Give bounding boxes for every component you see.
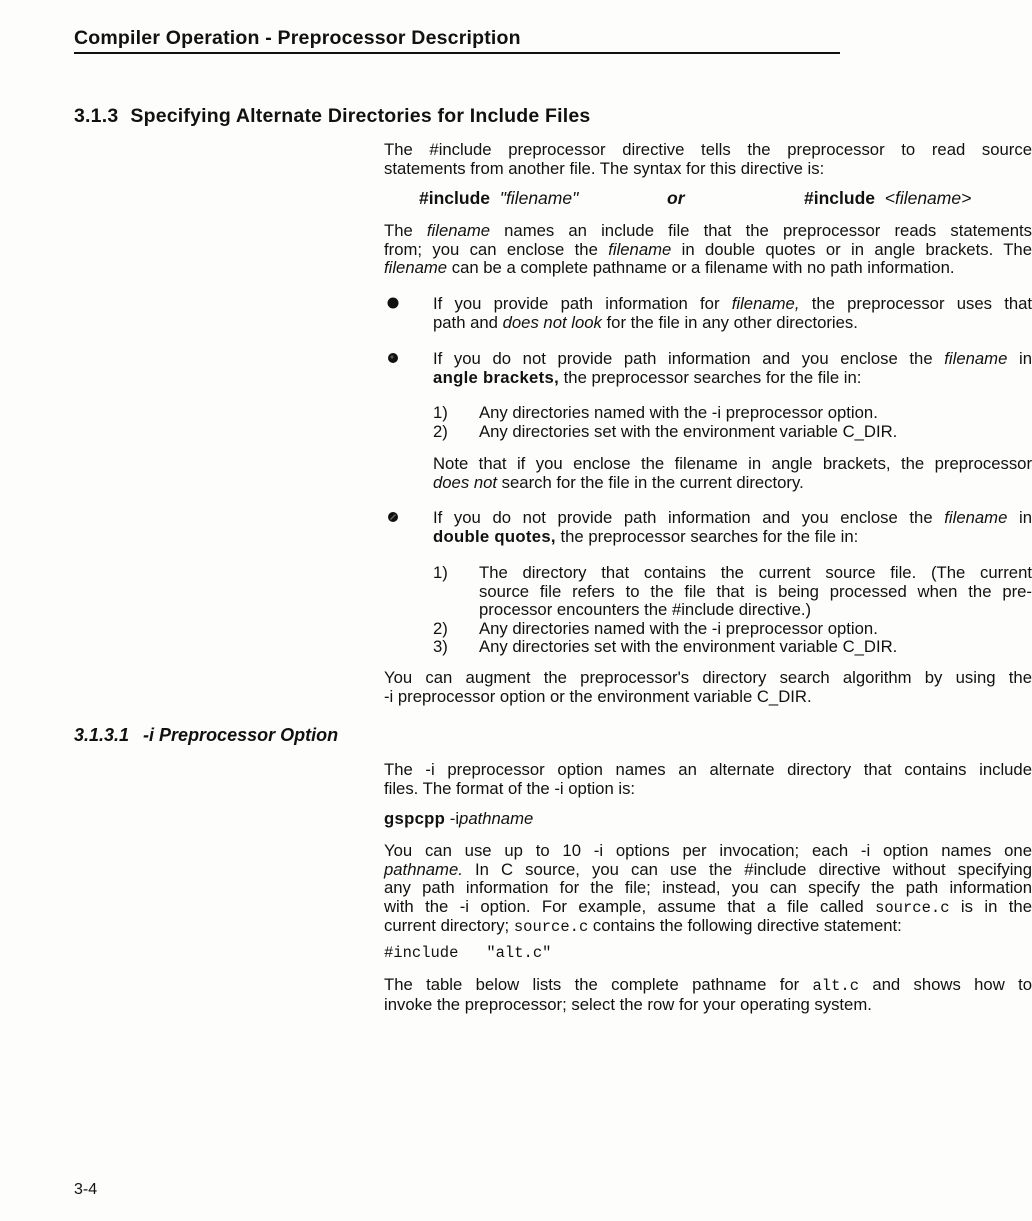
list-item: 2) Any directories set with the environment variable C_DIR. [433,421,898,441]
bullet-icon [387,511,399,523]
running-header: Compiler Operation - Preprocessor Description [74,27,840,54]
table-intro-paragraph: The table below lists the complete pathname for alt.c and shows how to invoke the preprocessor; select the row for your operating system. [384,975,1032,1014]
subsection-heading [74,725,338,746]
page-number: 3-4 [74,1181,98,1198]
subsection-number: 3.1.3.1 [74,725,130,745]
intro-paragraph: The #include preprocessor directive tells the preprocessor to read source statements from another file. The syntax for this directive is: [384,140,1032,178]
bullet-paragraph-double-quotes: If you do not provide path information and you enclose the filename in double quotes, the preprocessor searches for the file in: [433,508,1032,546]
bullet-icon [387,297,399,309]
list-item: 1) The directory that contains the current source file. (The current source file refers to the file that is being processed when the pre- processor encounters the #include directive.) [433,563,1032,619]
option-usage-paragraph: You can use up to 10 -i options per invocation; each -i option names one pathname. In C source, you can use the #include directive without specifying any path information for the file; instead, you can specify the path information with the -i option. For example, assume that a file called source.c is in the current directory; source.c contains the following directive statement: [384,841,1032,936]
filename-paragraph: The filename names an include file that the preprocessor reads statements from; you can enclose the filename in double quotes or in angle brackets. The filename can be a complete pathname or a filename with no path information. [384,221,1032,277]
angle-bracket-search-list [433,404,1032,441]
bullet-icon [387,352,399,364]
angle-bracket-note: Note that if you enclose the filename in angle brackets, the preprocessor does not search for the file in the current directory. [433,454,1032,492]
list-item: 1) Any directories named with the -i preprocessor option. [433,403,878,422]
bullet-paragraph-path-info: If you provide path information for filename, the preprocessor uses that path and does not look for the file in any other directories. [433,294,1032,332]
option-format: gspcpp -ipathname [384,809,534,828]
double-quote-search-list [433,564,1032,657]
syntax-form-2: #include <filename> [804,188,972,208]
option-intro-paragraph: The -i preprocessor option names an alternate directory that contains include files. The format of the -i option is: [384,760,1032,798]
section-heading [74,105,590,128]
augment-paragraph: You can augment the preprocessor's directory search algorithm by using the -i preprocessor option or the environment variable C_DIR. [384,668,1032,706]
bullet-paragraph-angle-brackets: If you do not provide path information and you enclose the filename in angle brackets, the preprocessor searches for the file in: [433,349,1032,387]
section-number: 3.1.3 [74,105,119,127]
syntax-form-1: #include "filename" [419,188,579,208]
code-example: #include "alt.c" [384,944,552,962]
list-item: 3) Any directories set with the environment variable C_DIR. [433,637,898,656]
syntax-or: or [667,188,685,208]
section-title: Specifying Alternate Directories for Include Files [130,105,591,127]
list-item: 2) Any directories named with the -i preprocessor option. [433,618,878,638]
subsection-title: -i Preprocessor Option [143,725,339,745]
